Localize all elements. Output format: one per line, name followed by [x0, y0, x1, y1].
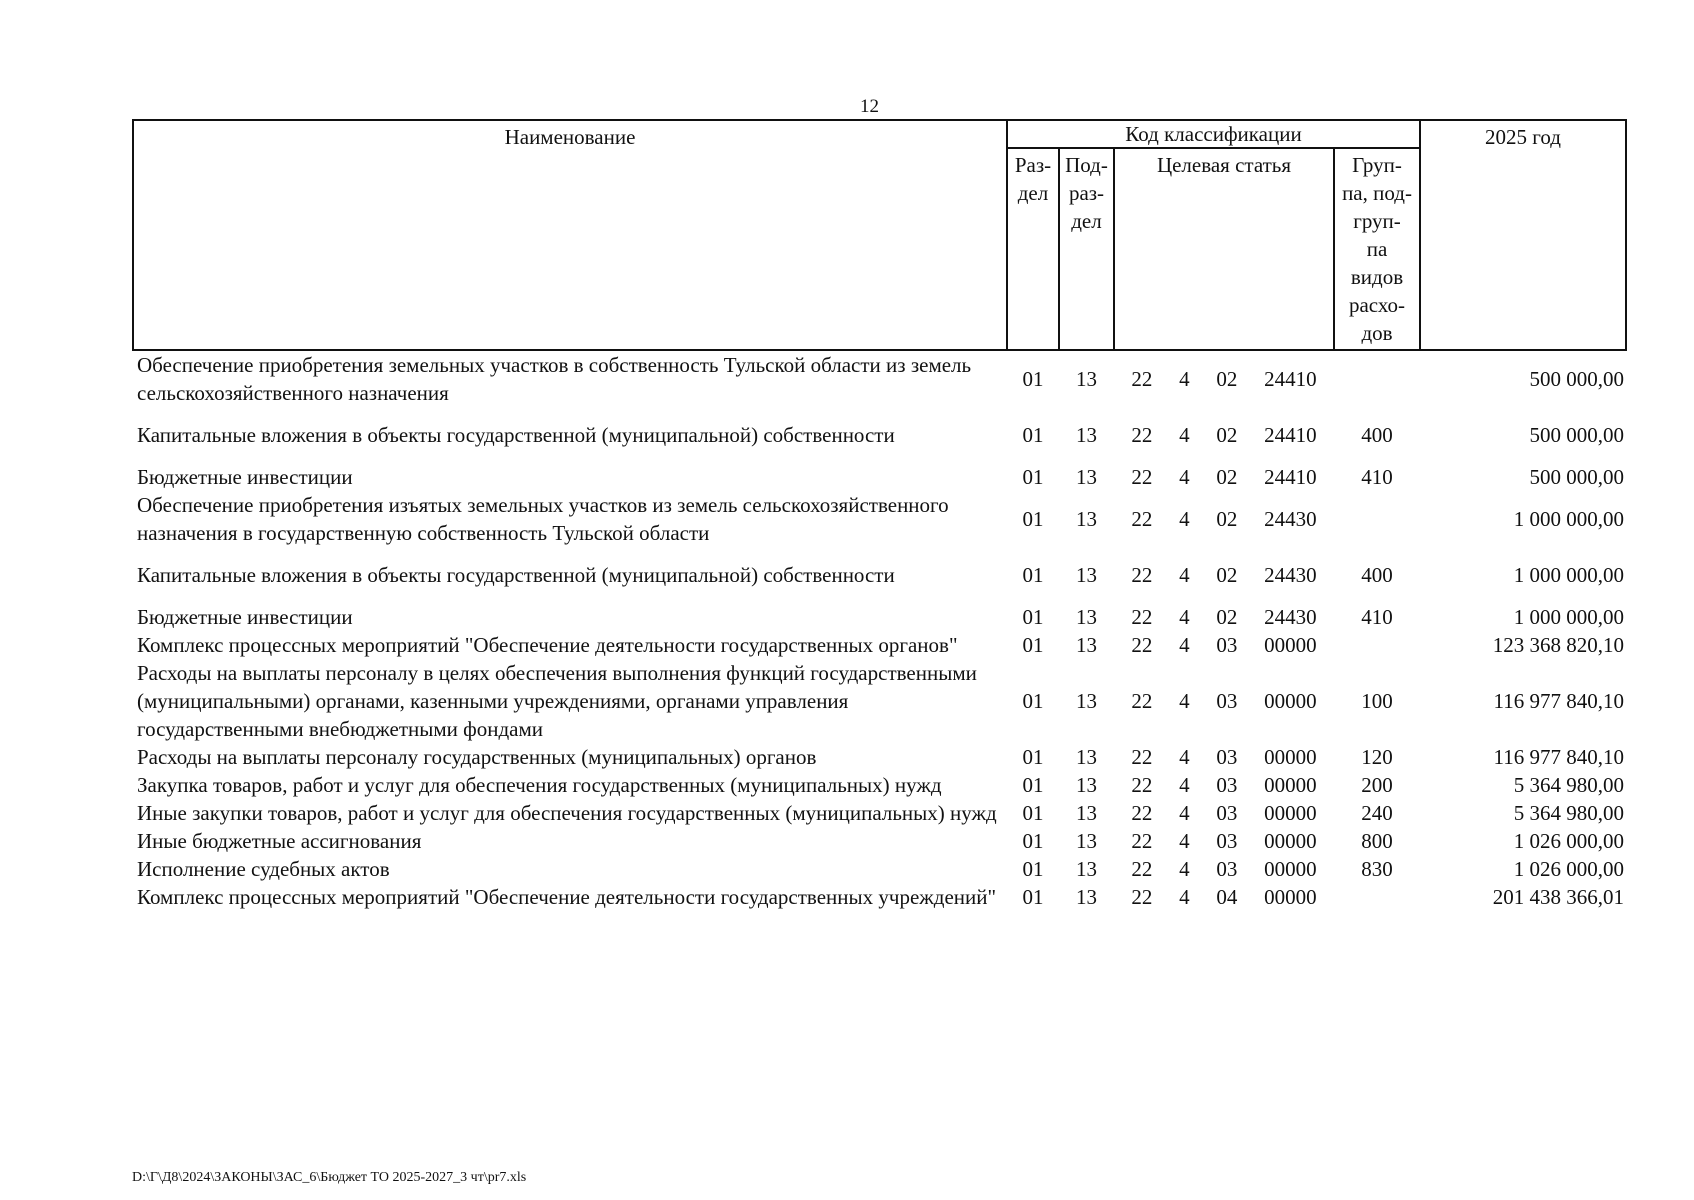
row-sum: 500 000,00 — [1529, 367, 1625, 391]
row-article-part: 03 — [1216, 857, 1238, 881]
row-expense-group: 830 — [1361, 857, 1393, 881]
row-article-part: 22 — [1131, 423, 1153, 447]
row-article-part: 22 — [1131, 857, 1153, 881]
row-sum: 1 000 000,00 — [1513, 605, 1625, 629]
row-subsection: 13 — [1076, 689, 1097, 713]
row-sum: 1 000 000,00 — [1513, 563, 1625, 587]
row-target-article — [1114, 561, 1334, 589]
row-sum: 123 368 820,10 — [1492, 633, 1625, 657]
row-article-part: 00000 — [1264, 857, 1317, 881]
row-name: Бюджетные инвестиции — [137, 605, 353, 629]
row-target-article — [1114, 827, 1334, 855]
row-target-article — [1114, 799, 1334, 827]
row-subsection: 13 — [1076, 801, 1097, 825]
row-article-part: 4 — [1179, 507, 1190, 531]
row-article-part: 4 — [1179, 829, 1190, 853]
row-target-article — [1114, 463, 1334, 491]
row-subsection: 13 — [1076, 857, 1097, 881]
row-article-part: 24430 — [1264, 507, 1317, 531]
row-section: 01 — [1022, 773, 1044, 797]
row-section: 01 — [1022, 633, 1044, 657]
row-section: 01 — [1022, 605, 1044, 629]
table-row — [133, 771, 1626, 799]
row-target-article — [1114, 491, 1334, 547]
row-expense-group: 400 — [1361, 563, 1393, 587]
row-article-part: 4 — [1179, 801, 1190, 825]
row-article-part: 4 — [1179, 633, 1190, 657]
row-sum: 1 026 000,00 — [1513, 829, 1625, 853]
row-article-part: 4 — [1179, 745, 1190, 769]
row-section: 01 — [1022, 465, 1044, 489]
row-expense-group: 410 — [1361, 605, 1393, 629]
row-section: 01 — [1022, 745, 1044, 769]
row-expense-group: 400 — [1361, 423, 1393, 447]
row-target-article — [1114, 883, 1334, 911]
row-name: Закупка товаров, работ и услуг для обеспечения государственных (муниципальных) нужд — [137, 773, 942, 797]
table-row — [133, 561, 1626, 589]
row-sum: 201 438 366,01 — [1492, 885, 1625, 909]
row-article-part: 00000 — [1264, 885, 1317, 909]
row-article-part: 00000 — [1264, 689, 1317, 713]
row-target-article — [1114, 631, 1334, 659]
header-classification: Код классификации — [1007, 120, 1420, 148]
row-subsection: 13 — [1076, 745, 1097, 769]
row-expense-group — [1334, 883, 1420, 911]
row-sum: 500 000,00 — [1529, 423, 1625, 447]
row-sum: 116 977 840,10 — [1493, 745, 1625, 769]
row-article-part: 4 — [1179, 563, 1190, 587]
row-spacer — [133, 449, 1626, 463]
row-subsection: 13 — [1076, 465, 1097, 489]
row-name: Капитальные вложения в объекты государственной (муниципальной) собственности — [137, 563, 895, 587]
row-target-article — [1114, 421, 1334, 449]
header-year: 2025 год — [1420, 120, 1626, 350]
row-article-part: 24410 — [1264, 465, 1317, 489]
row-sum: 1 026 000,00 — [1513, 857, 1625, 881]
row-target-article — [1114, 743, 1334, 771]
table-row — [133, 350, 1626, 407]
row-section: 01 — [1022, 367, 1044, 391]
file-path: D:\Г\Д8\2024\ЗАКОНЫ\ЗАС_6\Бюджет ТО 2025-2027_3 чт\pr7.xls — [132, 1170, 527, 1185]
row-subsection: 13 — [1076, 507, 1097, 531]
row-target-article — [1114, 659, 1334, 743]
row-target-article — [1114, 603, 1334, 631]
row-article-part: 4 — [1179, 605, 1190, 629]
table-row — [133, 883, 1626, 911]
row-article-part: 22 — [1131, 829, 1153, 853]
row-article-part: 22 — [1131, 507, 1153, 531]
row-article-part: 03 — [1216, 689, 1238, 713]
row-expense-group — [1334, 631, 1420, 659]
row-article-part: 02 — [1216, 507, 1238, 531]
row-article-part: 24430 — [1264, 563, 1317, 587]
row-article-part: 00000 — [1264, 829, 1317, 853]
row-article-part: 4 — [1179, 367, 1190, 391]
row-article-part: 00000 — [1264, 773, 1317, 797]
row-sum: 1 000 000,00 — [1513, 507, 1625, 531]
row-article-part: 4 — [1179, 465, 1190, 489]
row-target-article — [1114, 855, 1334, 883]
table-row — [133, 827, 1626, 855]
row-article-part: 00000 — [1264, 745, 1317, 769]
row-expense-group — [1334, 491, 1420, 547]
row-expense-group: 240 — [1361, 801, 1393, 825]
row-target-article — [1114, 771, 1334, 799]
row-article-part: 03 — [1216, 801, 1238, 825]
header-name: Наименование — [133, 120, 1007, 350]
row-subsection: 13 — [1076, 885, 1097, 909]
header-section: Раз- дел — [1007, 148, 1059, 350]
row-article-part: 03 — [1216, 773, 1238, 797]
row-subsection: 13 — [1076, 605, 1097, 629]
row-article-part: 04 — [1216, 885, 1238, 909]
table-row — [133, 743, 1626, 771]
row-article-part: 22 — [1131, 633, 1153, 657]
row-expense-group: 200 — [1361, 773, 1393, 797]
row-article-part: 4 — [1179, 885, 1190, 909]
row-article-part: 22 — [1131, 465, 1153, 489]
page-number: 12 — [860, 96, 879, 117]
row-section: 01 — [1022, 857, 1044, 881]
table-body — [133, 350, 1626, 911]
row-subsection: 13 — [1076, 367, 1097, 391]
row-article-part: 03 — [1216, 633, 1238, 657]
row-article-part: 22 — [1131, 367, 1153, 391]
row-expense-group: 100 — [1361, 689, 1393, 713]
row-section: 01 — [1022, 563, 1044, 587]
table-row — [133, 491, 1626, 547]
row-article-part: 00000 — [1264, 801, 1317, 825]
row-article-part: 00000 — [1264, 633, 1317, 657]
row-article-part: 22 — [1131, 689, 1153, 713]
row-spacer — [133, 589, 1626, 603]
budget-table — [132, 119, 1627, 911]
row-name: Иные бюджетные ассигнования — [137, 829, 422, 853]
row-spacer — [133, 407, 1626, 421]
row-expense-group: 800 — [1361, 829, 1393, 853]
row-name: Бюджетные инвестиции — [137, 465, 353, 489]
row-sum: 116 977 840,10 — [1493, 689, 1625, 713]
header-expense-group: Груп- па, под- груп- па видов расхо- дов — [1334, 148, 1420, 350]
row-article-part: 4 — [1179, 423, 1190, 447]
row-section: 01 — [1022, 689, 1044, 713]
row-article-part: 24430 — [1264, 605, 1317, 629]
table-row — [133, 799, 1626, 827]
row-name: Обеспечение приобретения земельных участков в собственность Тульской области из земель сельскохозяйственного назначения — [137, 353, 972, 405]
row-section: 01 — [1022, 423, 1044, 447]
table-row — [133, 463, 1626, 491]
row-article-part: 22 — [1131, 885, 1153, 909]
row-subsection: 13 — [1076, 563, 1097, 587]
row-article-part: 02 — [1216, 465, 1238, 489]
row-name: Расходы на выплаты персоналу в целях обеспечения выполнения функций государственными (муниципальными) органами, казенными учреждениями, органами управления государственными внебюджетными фондами — [137, 661, 977, 741]
row-name: Комплекс процессных мероприятий "Обеспечение деятельности государственных учреждений" — [137, 885, 997, 909]
row-article-part: 22 — [1131, 563, 1153, 587]
row-article-part: 22 — [1131, 605, 1153, 629]
row-sum: 5 364 980,00 — [1513, 801, 1625, 825]
row-article-part: 4 — [1179, 857, 1190, 881]
row-section: 01 — [1022, 507, 1044, 531]
row-article-part: 22 — [1131, 801, 1153, 825]
row-spacer — [133, 547, 1626, 561]
row-section: 01 — [1022, 885, 1044, 909]
row-section: 01 — [1022, 829, 1044, 853]
table-row — [133, 603, 1626, 631]
table-row — [133, 659, 1626, 743]
row-article-part: 02 — [1216, 423, 1238, 447]
header-target-article: Целевая статья — [1114, 148, 1334, 350]
row-sum: 5 364 980,00 — [1513, 773, 1625, 797]
row-article-part: 22 — [1131, 773, 1153, 797]
row-subsection: 13 — [1076, 829, 1097, 853]
row-target-article — [1114, 350, 1334, 407]
row-article-part: 4 — [1179, 689, 1190, 713]
row-article-part: 03 — [1216, 745, 1238, 769]
row-subsection: 13 — [1076, 773, 1097, 797]
row-section: 01 — [1022, 801, 1044, 825]
row-sum: 500 000,00 — [1529, 465, 1625, 489]
row-article-part: 02 — [1216, 563, 1238, 587]
row-article-part: 02 — [1216, 367, 1238, 391]
row-article-part: 02 — [1216, 605, 1238, 629]
header-subsection: Под- раз- дел — [1059, 148, 1114, 350]
row-article-part: 24410 — [1264, 367, 1317, 391]
row-expense-group: 410 — [1361, 465, 1393, 489]
row-article-part: 03 — [1216, 829, 1238, 853]
row-subsection: 13 — [1076, 633, 1097, 657]
row-name: Иные закупки товаров, работ и услуг для обеспечения государственных (муниципальных) нужд — [137, 801, 997, 825]
row-expense-group: 120 — [1361, 745, 1393, 769]
row-name: Капитальные вложения в объекты государственной (муниципальной) собственности — [137, 423, 895, 447]
table-row — [133, 631, 1626, 659]
row-name: Расходы на выплаты персоналу государственных (муниципальных) органов — [137, 745, 817, 769]
row-name: Комплекс процессных мероприятий "Обеспечение деятельности государственных органов" — [137, 633, 958, 657]
row-article-part: 4 — [1179, 773, 1190, 797]
row-article-part: 24410 — [1264, 423, 1317, 447]
row-name: Обеспечение приобретения изъятых земельных участков из земель сельскохозяйственного назначения в государственную собственность Тульской области — [137, 493, 949, 545]
row-name: Исполнение судебных актов — [137, 857, 390, 881]
row-subsection: 13 — [1076, 423, 1097, 447]
row-article-part: 22 — [1131, 745, 1153, 769]
row-expense-group — [1334, 350, 1420, 407]
table-row — [133, 855, 1626, 883]
table-row — [133, 421, 1626, 449]
